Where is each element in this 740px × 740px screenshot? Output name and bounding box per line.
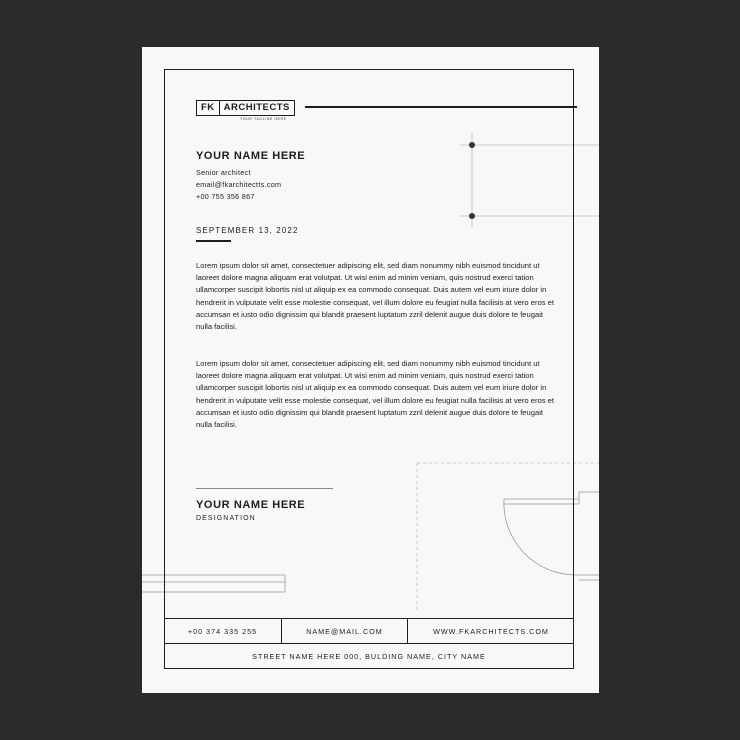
signature-line <box>196 488 333 489</box>
footer-address: STREET NAME HERE 000, BULDING NAME, CITY NAME <box>252 652 486 661</box>
signature-designation: DESIGNATION <box>196 515 256 522</box>
letterhead-page <box>142 47 599 693</box>
footer-address-row <box>164 644 574 669</box>
sender-title: Senior architect <box>196 168 251 177</box>
footer-contact-row <box>164 618 574 644</box>
sender-name: YOUR NAME HERE <box>196 150 306 162</box>
company-logo <box>196 100 295 116</box>
company-tagline: YOUR TAGLINE HERE <box>240 117 287 121</box>
date-underline <box>196 240 231 242</box>
sender-phone: +00 755 356 867 <box>196 192 255 201</box>
sender-email: email@fkarchitectts.com <box>196 180 282 189</box>
letter-date: SEPTEMBER 13, 2022 <box>196 226 299 235</box>
footer-phone: +00 374 335 255 <box>164 619 282 643</box>
header-divider <box>305 106 577 108</box>
footer-email: NAME@MAIL.COM <box>282 619 408 643</box>
footer-website: WWW.FKARCHITECTS.COM <box>433 626 549 636</box>
body-paragraph-2: Lorem ipsum dolor sit amet, consectetuer adipiscing elit, sed diam nonummy nibh euismod tincidunt ut laoreet dolore magna aliquam erat volutpat. Ut wisi enim ad minim veniam, quis nostrud exerci tation ullamcorper suscipit lobortis nisl ut aliquip ex ea commodo consequat. Duis autem vel eum iriure dolor in hendrerit in vulputate velit esse molestie consequat, vel illum dolore eu feugiat nulla facilisis at vero eros et accumsan et iusto odio dignissim qui blandit praesent luptatum zzril delenit augue duis dolore te feugait nulla facilisi. <box>196 359 554 430</box>
signature-name: YOUR NAME HERE <box>196 499 306 511</box>
logo-wordmark: ARCHITECTS <box>223 102 290 113</box>
logo-initials: FK <box>197 101 220 115</box>
body-paragraph-1: Lorem ipsum dolor sit amet, consectetuer adipiscing elit, sed diam nonummy nibh euismod tincidunt ut laoreet dolore magna aliquam erat volutpat. Ut wisi enim ad minim veniam, quis nostrud exerci tation ullamcorper suscipit lobortis nisl ut aliquip ex ea commodo consequat. Duis autem vel eum iriure dolor in hendrerit in vulputate velit esse molestie consequat, vel illum dolore eu feugiat nulla facilisis at vero eros et accumsan et iusto odio dignissim qui blandit praesent luptatum zzril delenit augue duis dolore te feugait nulla facilisi. <box>196 261 554 332</box>
